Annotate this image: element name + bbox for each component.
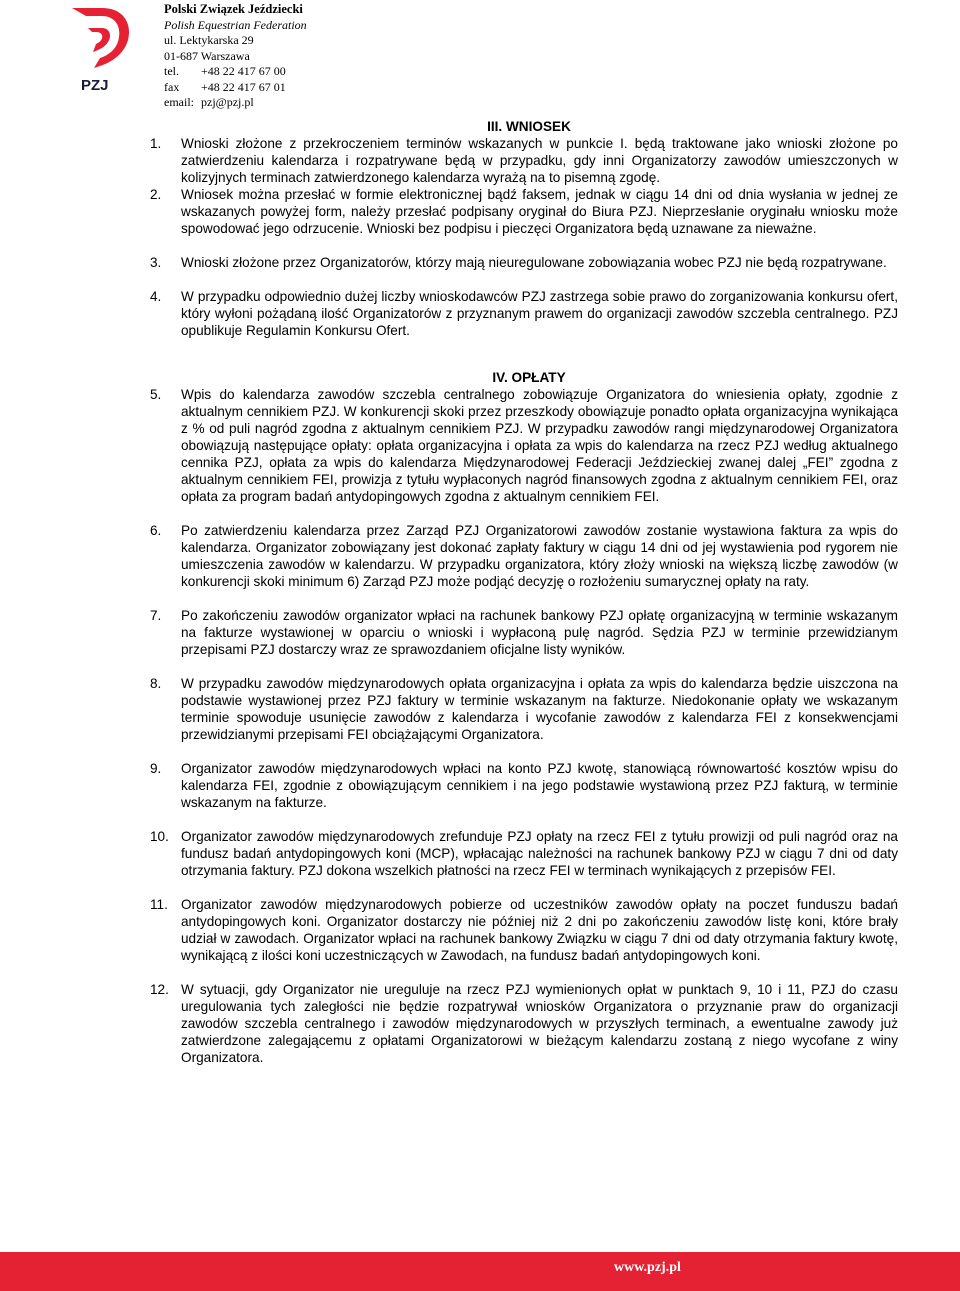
item-number: 6. bbox=[150, 523, 162, 538]
document-body bbox=[150, 118, 898, 1066]
logo-text: PZJ bbox=[81, 77, 109, 94]
list-item bbox=[150, 675, 898, 743]
email-value[interactable]: pzj@pzj.pl bbox=[201, 95, 254, 109]
fax-value: +48 22 417 67 01 bbox=[201, 79, 286, 94]
item-number: 11. bbox=[150, 897, 168, 912]
section-heading-oplaty: IV. OPŁATY bbox=[492, 370, 566, 385]
item-text: Organizator zawodów międzynarodowych zrefunduje PZJ opłaty na rzecz FEI z tytułu prowizji od puli nagród oraz na fundusz badań antydopingowych koni (MCP), wpłacając należności na rachunek bankowy PZJ w ciągu 7 dni od daty otrzymania faktury. PZJ dokona wszelkich płatności na rzecz FEI w terminach wynikających z przepisów FEI. bbox=[181, 829, 898, 878]
fax-row bbox=[164, 80, 307, 96]
list-item bbox=[150, 828, 898, 879]
item-text: W przypadku odpowiednio dużej liczby wnioskodawców PZJ zastrzega sobie prawo do zorganizowania konkursu ofert, który wyłoni pożądaną ilość Organizatorów z przyznanym prawem do organizacji zawodów szczebla centralnego. PZJ opublikuje Regulamin Konkursu Ofert. bbox=[181, 289, 898, 338]
item-text: W przypadku zawodów międzynarodowych opłata organizacyjna i opłata za wpis do kalendarza będzie uiszczona na podstawie wystawionej przez PZJ faktury w terminie wskazanym na fakturze. Niedokonanie opłaty we wskazanym terminie spowoduje usunięcie zawodów z kalendarza i wycofanie zawodów z kalendarza FEI z konsekwencjami przewidzianymi przepisami FEI obciążającymi Organizatora. bbox=[181, 676, 898, 742]
item-number: 10. bbox=[150, 829, 169, 844]
list-item bbox=[150, 760, 898, 811]
letterhead bbox=[164, 2, 307, 111]
pzj-logo bbox=[66, 4, 136, 94]
item-number: 7. bbox=[150, 608, 162, 623]
fax-label: fax bbox=[164, 79, 180, 94]
item-text: Wnioski złożone przez Organizatorów, którzy mają nieuregulowane zobowiązania wobec PZJ nie będą rozpatrywane. bbox=[181, 255, 887, 270]
list-item bbox=[150, 386, 898, 505]
list-item bbox=[150, 607, 898, 658]
item-number: 3. bbox=[150, 255, 162, 270]
org-name-en: Polish Equestrian Federation bbox=[164, 17, 307, 32]
email-row bbox=[164, 95, 307, 111]
item-text: Organizator zawodów międzynarodowych wpłaci na konto PZJ kwotę, stanowiącą równowartość kosztów wpisu do kalendarza FEI, zgodnie z obowiązującym cennikiem i na jego podstawie wystawioną przez PZJ fakturą, w terminie wskazanym na fakturze. bbox=[181, 761, 898, 810]
item-number: 1. bbox=[150, 136, 162, 151]
item-text: Po zakończeniu zawodów organizator wpłaci na rachunek bankowy PZJ opłatę organizacyjną w terminie wskazanym na fakturze wystawionej w oparciu o wnioski i wypłaconą pulę nagród. Sędzia PZJ w terminie przewidzianym przepisami PZJ dostarczy wraz ze sprawozdaniem oficjalne listy wyników. bbox=[181, 608, 898, 657]
list-item bbox=[150, 254, 898, 271]
item-text: Organizator zawodów międzynarodowych pobierze od uczestników zawodów opłaty na poczet funduszu badań antydopingowych koni. Organizator dostarczy nie później niż 2 dni po zakończeniu zawodów listę koni, które brały udział w zawodach. Organizator wpłaci na rachunek bankowy Związku w ciągu 7 dni od daty otrzymania faktury kwotę, wynikającą z ilości koni uczestniczących w Zawodach, na fundusz badań antydopingowych koni. bbox=[181, 897, 898, 963]
email-label: email: bbox=[164, 95, 194, 109]
item-number: 12. bbox=[150, 982, 169, 997]
footer-url-link[interactable]: www.pzj.pl bbox=[614, 1260, 681, 1275]
footer-bar bbox=[0, 1252, 960, 1291]
item-number: 4. bbox=[150, 289, 162, 304]
item-number: 2. bbox=[150, 187, 162, 202]
item-number: 5. bbox=[150, 387, 162, 402]
org-name: Polski Związek Jeździecki bbox=[164, 2, 303, 16]
item-text: Wniosek można przesłać w formie elektronicznej bądź faksem, jednak w ciągu 14 dni od dnia wysłania w jednej ze wskazanych powyżej form, należy przesłać podpisany oryginał do Biura PZJ. Nieprzesłanie oryginału wniosku może spowodować jego odrzucenie. Wnioski bez podpisu i pieczęci Organizatora będą uznawane za nieważne. bbox=[181, 187, 898, 236]
item-text: Wnioski złożone z przekroczeniem terminów wskazanych w punkcie I. będą traktowane jako wnioski złożone po zatwierdzeniu kalendarza i rozpatrywane będą w przypadku, gdy inni Organizatorzy zawodów umieszczonych w kolizyjnych terminach zatwierdzonego kalendarza wyrażą na to pisemną zgodę. bbox=[181, 136, 898, 185]
list-item bbox=[150, 186, 898, 237]
city-address: 01-687 Warszawa bbox=[164, 48, 250, 63]
list-item bbox=[150, 981, 898, 1066]
section-heading-wniosek: III. WNIOSEK bbox=[487, 119, 571, 134]
tel-row bbox=[164, 64, 307, 80]
street-address: ul. Lektykarska 29 bbox=[164, 33, 254, 47]
tel-value: +48 22 417 67 00 bbox=[201, 64, 286, 78]
list-item bbox=[150, 522, 898, 590]
item-text: W sytuacji, gdy Organizator nie ureguluje na rzecz PZJ wymienionych opłat w punktach 9, 10 i 11, PZJ do czasu uregulowania tych zaległości nie będzie rozpatrywał wniosków Organizatora o przyznanie praw do organizacji zawodów szczebla centralnego i zawodów międzynarodowych w przyszłych terminach, a ewentualne zawody już zatwierdzone zalegającemu z opłatami Organizatorowi w bieżącym kalendarzu zostaną z niego wycofane z winy Organizatora. bbox=[181, 982, 898, 1065]
item-number: 9. bbox=[150, 761, 162, 776]
item-text: Po zatwierdzeniu kalendarza przez Zarząd PZJ Organizatorowi zawodów zostanie wystawiona faktura za wpis do kalendarza. Organizator zobowiązany jest dokonać zapłaty faktury w ciągu 14 dni od jej wystawienia pod rygorem nie umieszczenia zawodów w kalendarzu. W przypadku organizatora, który złoży wnioski na większą liczbę zawodów (w konkurencji skoki minimum 6) Zarząd PZJ może podjąć decyzję o rozłożeniu sumarycznej opłaty na raty. bbox=[181, 523, 898, 589]
tel-label: tel. bbox=[164, 64, 179, 78]
item-number: 8. bbox=[150, 676, 162, 691]
list-item bbox=[150, 135, 898, 186]
item-text: Wpis do kalendarza zawodów szczebla centralnego zobowiązuje Organizatora do wniesienia opłaty, zgodnie z aktualnym cennikiem PZJ. W konkurencji skoki przez przeszkody obowiązuje ponadto opłata organizacyjna wynikająca z % od puli nagród zgodna z aktualnym cennikiem PZJ. W przypadku zawodów rangi międzynarodowej Organizatora obowiązują następujące opłaty: opłata organizacyjna i opłata za wpis do kalendarza na rzecz PZJ według aktualnego cennika PZJ, opłata za wpis do kalendarza Międzynarodowej Federacji Jeździeckiej zwanej dalej „FEI” zgodna z aktualnym cennikiem FEI, prowizja z tytułu wypłaconych nagród finansowych zgodna z aktualnym cennikiem FEI, oraz opłata za program badań antydopingowych zgodna z aktualnym cennikiem FEI. bbox=[181, 387, 898, 504]
list-item bbox=[150, 288, 898, 339]
list-item bbox=[150, 896, 898, 964]
